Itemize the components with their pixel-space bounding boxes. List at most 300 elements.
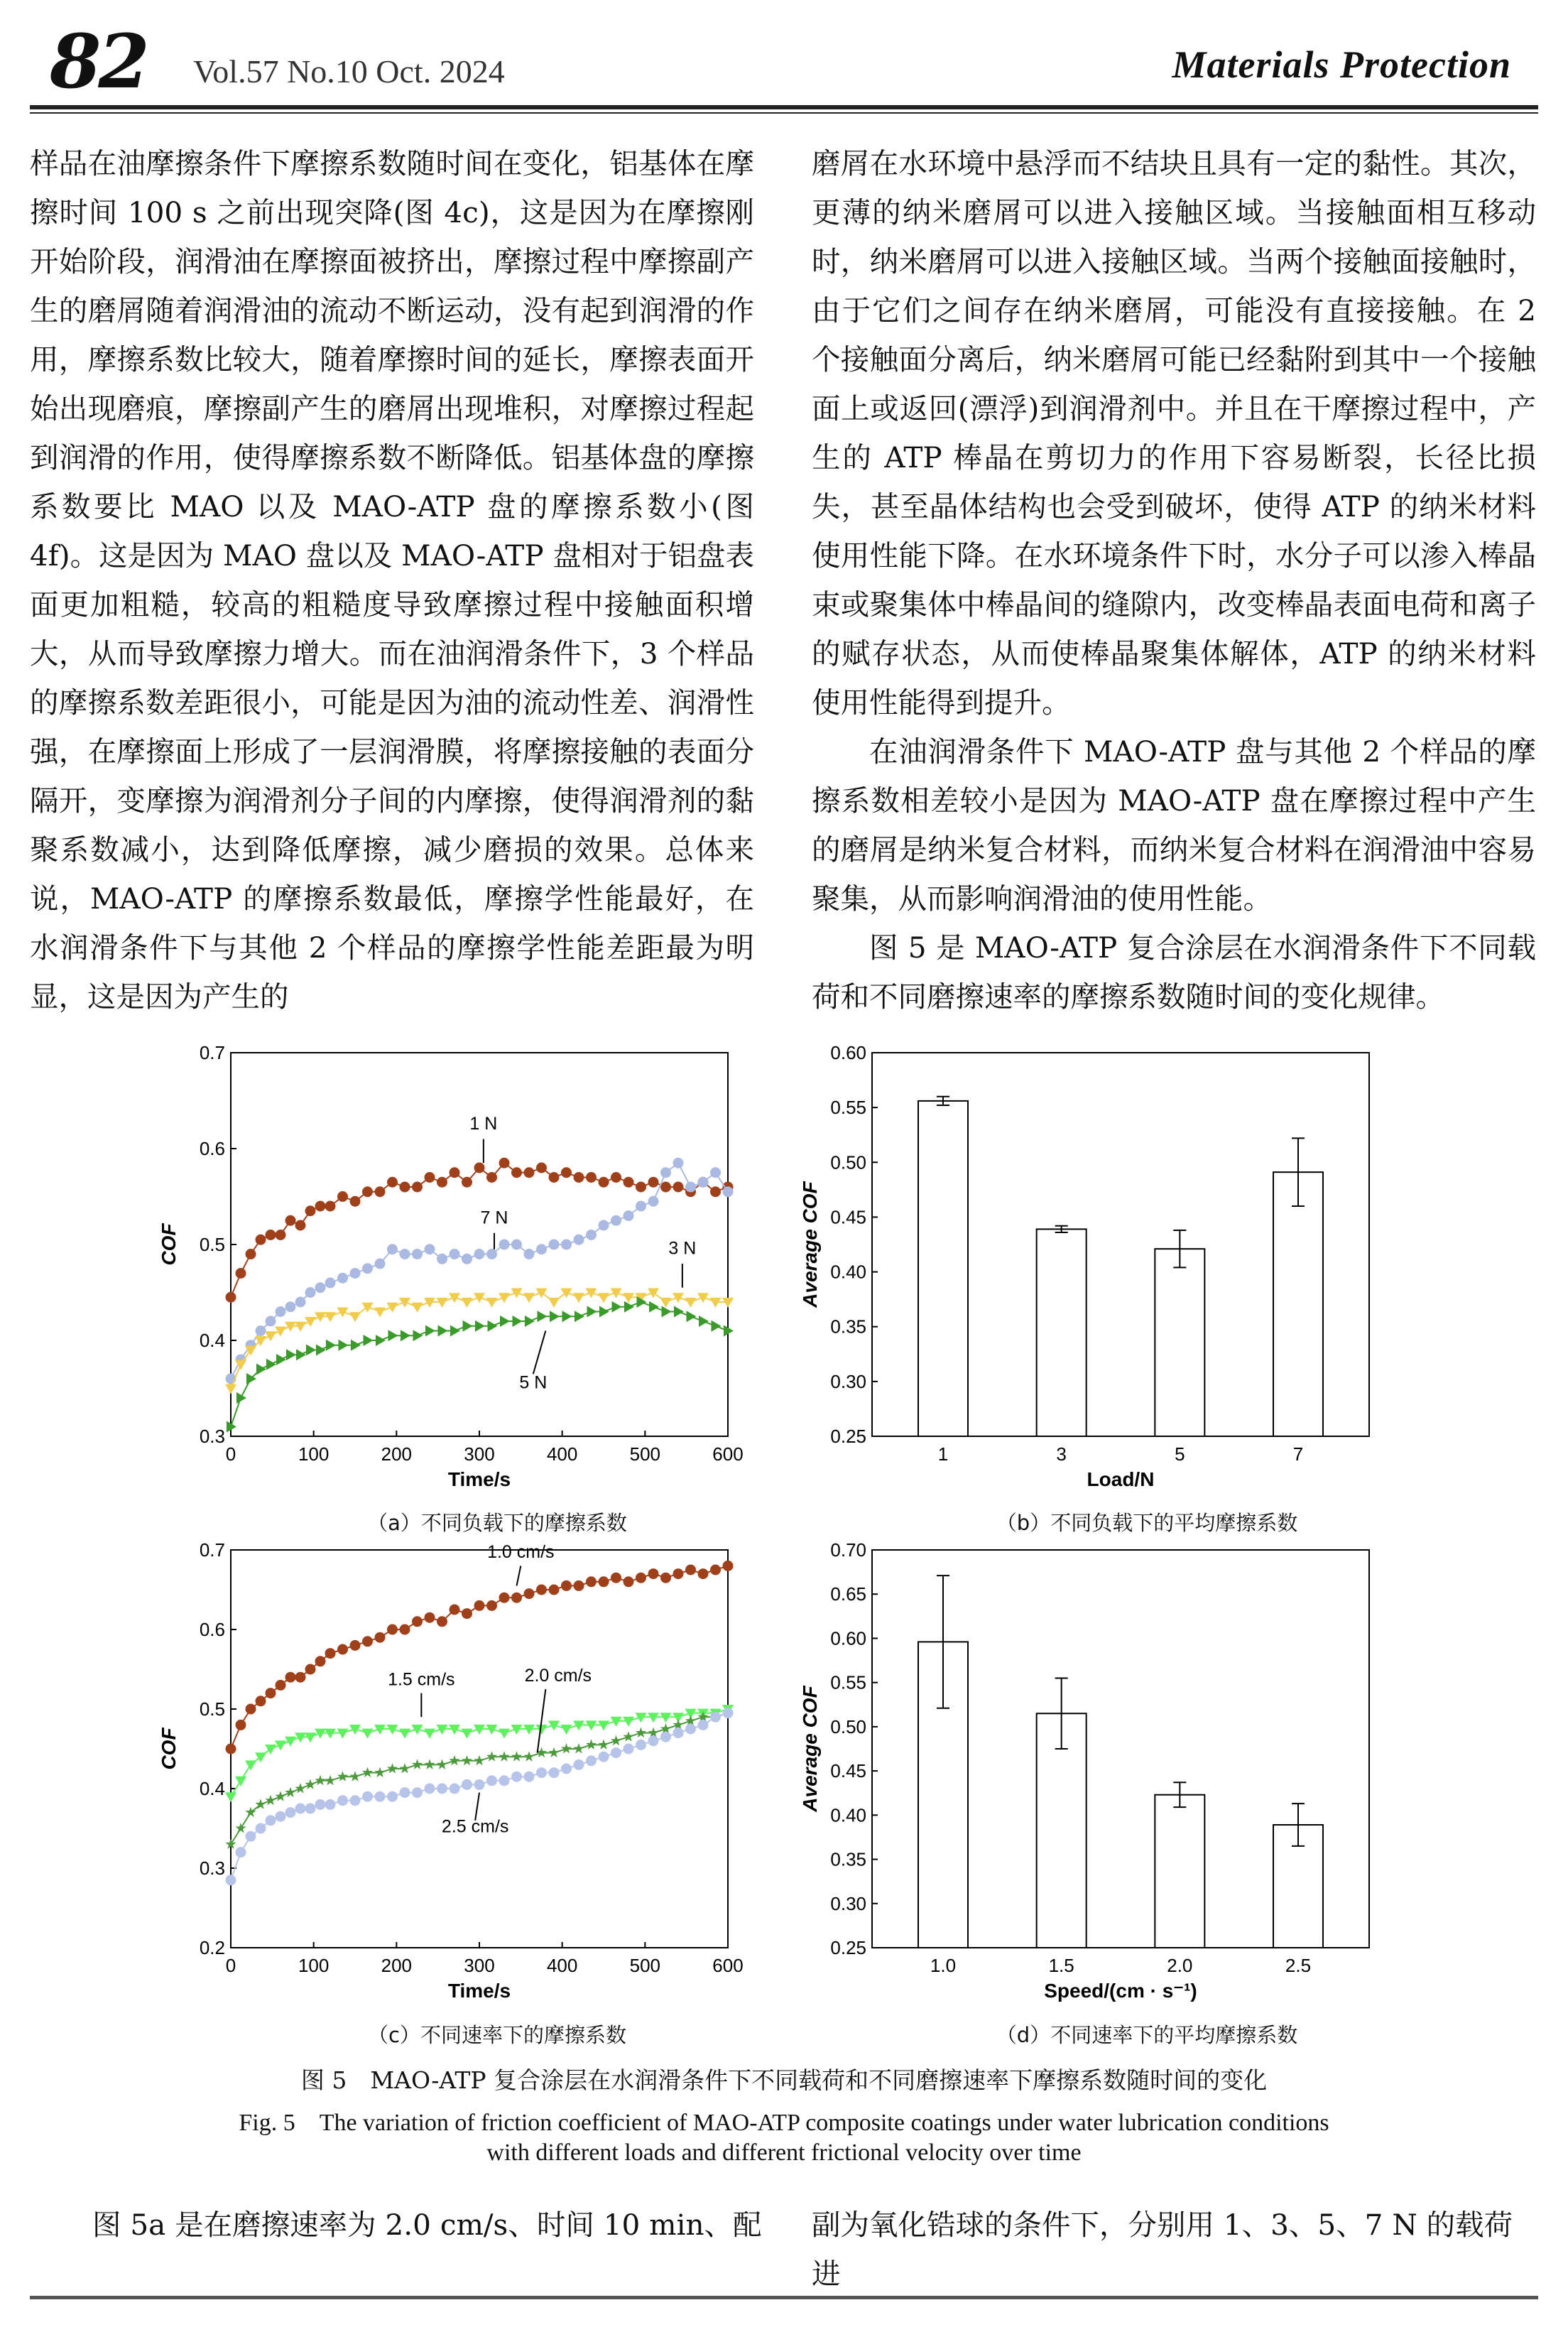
data-point	[437, 1254, 447, 1264]
data-point	[474, 1779, 484, 1789]
series-label-leader	[517, 1566, 521, 1585]
data-point	[285, 1787, 295, 1797]
y-tick-label: 0.6	[199, 1138, 225, 1159]
y-axis-label: Average COF	[799, 1181, 821, 1308]
data-point	[235, 1777, 246, 1786]
data-point	[388, 1625, 398, 1634]
y-tick-label: 0.5	[199, 1234, 225, 1255]
plot-frame	[231, 1053, 728, 1436]
data-point	[266, 1359, 276, 1370]
x-tick-label: 100	[298, 1955, 330, 1976]
data-point	[425, 1173, 435, 1183]
data-point	[599, 1306, 609, 1318]
y-tick-label: 0.60	[830, 1627, 866, 1649]
data-point	[687, 1311, 697, 1322]
data-point	[246, 1704, 256, 1714]
data-point	[523, 1293, 535, 1303]
y-axis-label: COF	[158, 1728, 180, 1770]
data-point	[265, 1795, 276, 1805]
data-point	[236, 1269, 246, 1279]
data-point	[276, 1680, 285, 1690]
data-point	[256, 1326, 266, 1336]
data-point	[711, 1565, 721, 1575]
series-label: 2.5 cm/s	[441, 1816, 509, 1837]
data-point	[487, 1776, 497, 1786]
data-point	[266, 1816, 276, 1826]
data-point	[256, 1696, 266, 1706]
data-point	[246, 1249, 256, 1259]
data-point	[611, 1573, 621, 1583]
data-point	[437, 1784, 447, 1794]
x-tick-label: 600	[712, 1443, 744, 1465]
data-point	[425, 1325, 435, 1337]
data-point	[325, 1729, 336, 1739]
data-point	[673, 1158, 683, 1168]
data-point	[612, 1301, 622, 1313]
x-axis-label: Time/s	[447, 1468, 511, 1490]
data-point	[305, 1779, 315, 1789]
data-point	[246, 1831, 256, 1841]
page-number: 82	[50, 18, 147, 105]
data-point	[685, 1298, 697, 1308]
data-point	[285, 1737, 296, 1747]
data-point	[562, 1311, 572, 1322]
series-label: 7 N	[480, 1208, 508, 1228]
data-point	[325, 1201, 335, 1211]
data-point	[599, 1220, 609, 1230]
data-point	[697, 1293, 709, 1303]
data-point	[265, 1745, 276, 1755]
data-point	[474, 1163, 484, 1173]
data-point	[636, 1740, 646, 1750]
data-point	[537, 1768, 547, 1778]
data-point	[437, 1177, 447, 1187]
data-point	[256, 1235, 266, 1244]
x-axis-label: Time/s	[447, 1980, 511, 2002]
y-tick-label: 0.35	[830, 1848, 866, 1870]
data-point	[413, 1788, 423, 1798]
data-point	[388, 1177, 398, 1187]
y-tick-label: 0.4	[199, 1778, 225, 1799]
data-point	[537, 1585, 547, 1595]
data-point	[648, 1569, 658, 1579]
x-tick-label: 1.0	[930, 1955, 957, 1976]
left-column	[30, 139, 754, 1021]
y-tick-label: 0.5	[199, 1698, 225, 1720]
data-point	[425, 1784, 435, 1794]
bottom-right-text: 副为氧化锆球的条件下，分别用 1、3、5、7 N 的载荷进	[812, 2208, 1513, 2291]
x-tick-label: 100	[298, 1443, 330, 1465]
data-point	[338, 1273, 348, 1283]
data-point	[315, 1729, 326, 1739]
data-point	[698, 1569, 708, 1579]
series-line-7-N	[231, 1163, 728, 1379]
figure-caption-en-2: with different loads and different frictional velocity over time	[486, 2140, 1082, 2166]
data-point	[351, 1340, 361, 1351]
data-point	[326, 1340, 336, 1351]
data-point	[413, 1182, 423, 1192]
x-tick-label: 300	[464, 1443, 495, 1465]
data-point	[412, 1303, 423, 1313]
y-tick-label: 0.25	[830, 1937, 866, 1958]
data-point	[587, 1306, 597, 1318]
data-point	[236, 1392, 246, 1404]
chart-d-average-cof-speeds	[788, 1534, 1413, 2032]
data-point	[662, 1306, 672, 1318]
data-point	[338, 1796, 348, 1806]
data-point	[474, 1249, 484, 1259]
data-point	[245, 1807, 256, 1817]
data-point	[400, 1625, 410, 1634]
right-column	[812, 139, 1536, 1021]
y-tick-label: 0.7	[199, 1539, 225, 1561]
data-point	[363, 1791, 373, 1801]
x-tick-label: 500	[629, 1955, 661, 1976]
data-point	[295, 1804, 305, 1813]
x-tick-label: 400	[546, 1443, 578, 1465]
data-point	[673, 1182, 683, 1192]
series-label-leader	[538, 1689, 546, 1753]
data-point	[474, 1293, 485, 1303]
y-tick-label: 0.2	[199, 1937, 225, 1958]
data-point	[350, 1196, 360, 1206]
data-point	[511, 1289, 523, 1298]
x-axis-label: Speed/(cm · s⁻¹)	[1044, 1980, 1197, 2002]
data-point	[276, 1230, 285, 1240]
header-rule-thin	[30, 112, 1538, 114]
x-tick-label: 0	[225, 1955, 236, 1976]
bar-5	[1155, 1249, 1204, 1436]
data-point	[374, 1308, 386, 1318]
data-point	[462, 1177, 472, 1187]
data-point	[325, 1799, 335, 1809]
data-point	[256, 1364, 266, 1375]
data-point	[399, 1298, 410, 1308]
data-point	[305, 1664, 315, 1674]
data-point	[325, 1649, 335, 1659]
data-point	[587, 1173, 597, 1183]
data-point	[573, 1293, 584, 1303]
data-point	[636, 1573, 646, 1583]
figure-caption-en-1: Fig. 5 The variation of friction coefficient of MAO-ATP composite coatings under water lubrication conditions	[239, 2110, 1329, 2136]
data-point	[699, 1316, 709, 1327]
data-point	[362, 1303, 374, 1313]
data-point	[525, 1316, 535, 1327]
data-point	[512, 1593, 522, 1602]
data-point	[438, 1325, 448, 1337]
data-point	[462, 1729, 473, 1739]
x-tick-label: 7	[1292, 1443, 1304, 1465]
data-point	[574, 1580, 584, 1590]
data-point	[499, 1293, 510, 1303]
data-point	[256, 1823, 266, 1833]
series-label: 3 N	[668, 1238, 697, 1259]
data-point	[512, 1240, 522, 1249]
x-tick-label: 3	[1056, 1443, 1067, 1465]
data-point	[561, 1289, 572, 1298]
data-point	[286, 1349, 296, 1360]
y-tick-label: 0.3	[199, 1426, 225, 1447]
data-point	[413, 1330, 423, 1341]
data-point	[413, 1249, 423, 1259]
data-point	[524, 1589, 534, 1599]
data-point	[686, 1182, 696, 1192]
data-point	[548, 1298, 560, 1308]
data-point	[538, 1311, 548, 1322]
series-label: 1.0 cm/s	[487, 1542, 555, 1563]
data-point	[296, 1349, 306, 1360]
chart-c-cof-vs-time-speeds	[149, 1534, 774, 2032]
data-point	[712, 1320, 722, 1332]
data-point	[276, 1811, 285, 1821]
data-point	[673, 1569, 683, 1579]
data-point	[350, 1640, 360, 1650]
y-tick-label: 0.40	[830, 1804, 866, 1826]
x-tick-label: 200	[381, 1443, 413, 1465]
y-tick-label: 0.60	[830, 1042, 866, 1063]
data-point	[315, 1656, 325, 1666]
data-point	[450, 1605, 459, 1615]
data-point	[698, 1177, 708, 1187]
data-point	[339, 1340, 349, 1351]
series-label-leader	[533, 1331, 546, 1374]
data-point	[624, 1577, 633, 1587]
data-point	[624, 1744, 633, 1754]
series-label: 2.0 cm/s	[524, 1665, 592, 1686]
data-point	[226, 1292, 236, 1302]
data-point	[500, 1316, 510, 1327]
data-point	[487, 1249, 497, 1259]
data-point	[388, 1330, 398, 1341]
data-point	[235, 1823, 246, 1833]
data-point	[475, 1320, 485, 1332]
y-tick-label: 0.7	[199, 1042, 225, 1063]
data-point	[388, 1244, 398, 1254]
data-point	[376, 1335, 386, 1346]
y-tick-label: 0.50	[830, 1151, 866, 1173]
data-point	[486, 1298, 498, 1308]
data-point	[364, 1335, 374, 1346]
data-point	[611, 1215, 621, 1225]
data-point	[226, 1875, 236, 1885]
data-point	[449, 1293, 460, 1303]
data-point	[549, 1240, 559, 1249]
x-axis-label: Load/N	[1087, 1468, 1155, 1490]
x-tick-label: 1	[937, 1443, 949, 1465]
data-point	[275, 1791, 285, 1801]
data-point	[624, 1177, 633, 1187]
data-point	[562, 1240, 572, 1249]
caption-a: （a）不同负载下的摩擦系数	[367, 1511, 627, 1535]
journal-title: Materials Protection	[1172, 43, 1511, 86]
x-tick-label: 2.0	[1167, 1955, 1193, 1976]
data-point	[363, 1187, 373, 1197]
series-label: 1.5 cm/s	[388, 1669, 455, 1690]
data-point	[587, 1577, 597, 1587]
data-point	[305, 1804, 315, 1813]
series-label: 5 N	[519, 1372, 548, 1393]
y-tick-label: 0.25	[830, 1426, 866, 1447]
data-point	[587, 1756, 597, 1766]
data-point	[413, 1617, 423, 1627]
data-point	[673, 1728, 683, 1738]
data-point	[711, 1168, 721, 1178]
data-point	[711, 1712, 721, 1722]
data-point	[275, 1740, 286, 1750]
x-tick-label: 600	[712, 1955, 744, 1976]
data-point	[550, 1311, 560, 1322]
data-point	[536, 1289, 548, 1298]
data-point	[487, 1173, 497, 1183]
data-point	[266, 1688, 276, 1698]
data-point	[611, 1173, 621, 1183]
chart-b-average-cof-loads	[788, 1037, 1413, 1520]
data-point	[661, 1573, 671, 1583]
data-point	[499, 1593, 509, 1602]
data-point	[488, 1320, 498, 1332]
data-point	[400, 1182, 410, 1192]
data-point	[561, 1725, 572, 1735]
data-point	[462, 1254, 472, 1264]
data-point	[375, 1259, 385, 1269]
data-point	[450, 1325, 460, 1337]
data-point	[649, 1301, 659, 1313]
data-point	[362, 1729, 374, 1739]
data-point	[462, 1298, 473, 1308]
data-point	[623, 1717, 634, 1727]
data-point	[315, 1201, 325, 1211]
data-point	[575, 1311, 584, 1322]
y-tick-label: 0.50	[830, 1715, 866, 1737]
y-tick-label: 0.40	[830, 1261, 866, 1283]
y-tick-label: 0.55	[830, 1671, 866, 1693]
data-point	[574, 1173, 584, 1183]
y-tick-label: 0.55	[830, 1097, 866, 1119]
data-point	[337, 1729, 349, 1739]
series-line-5-N	[231, 1302, 728, 1427]
data-point	[586, 1289, 597, 1298]
data-point	[276, 1307, 285, 1317]
chart-a-cof-vs-time-loads	[149, 1037, 774, 1520]
data-point	[723, 1561, 733, 1571]
data-point	[285, 1672, 295, 1682]
data-point	[316, 1345, 326, 1356]
figure-caption-cn: 图 5 MAO-ATP 复合涂层在水润滑条件下不同载荷和不同磨擦速率下摩擦系数随时间的变化	[300, 2066, 1268, 2094]
data-point	[562, 1580, 572, 1590]
x-tick-label: 0	[225, 1443, 236, 1465]
data-point	[315, 1799, 325, 1809]
left-paragraph: 样品在油摩擦条件下摩擦系数随时间在变化，铝基体在摩擦时间 100 s 之前出现突降(图 4c)，这是因为在摩擦刚开始阶段，润滑油在摩擦面被挤出，摩擦过程中摩擦副产生的磨屑随着润滑油的流动不断运动，没有起到润滑的作用，摩擦系数比较大，随着摩擦时间的延长，摩擦表面开始出现磨痕，摩擦副产生的磨屑出现堆积，对摩擦过程起到润滑的作用，使得摩擦系数不断降低。铝基体盘的摩擦系数要比 MAO 以及 MAO-ATP 盘的摩擦系数小(图 4f)。这是因为 MAO 盘以及 MAO-ATP 盘相对于铝盘表面更加粗糙，较高的粗糙度导致摩擦过程中接触面积增大，从而导致摩擦力增大。而在油润滑条件下，3 个样品的摩擦系数差距很小，可能是因为油的流动性差、润滑性强，在摩擦面上形成了一层润滑膜，将摩擦接触的表面分隔开，变摩擦为润滑剂分子间的内摩擦，使得润滑剂的黏聚系数减小，达到降低摩擦，减少磨损的效果。总体来说，MAO-ATP 的摩擦系数最低，摩擦学性能最好，在水润滑条件下与其他 2 个样品的摩擦学性能差距最为明显，这是因为产生的	[30, 146, 754, 1014]
bar-7	[1273, 1172, 1323, 1436]
data-point	[462, 1609, 472, 1619]
data-point	[587, 1230, 597, 1240]
data-point	[499, 1158, 509, 1168]
data-point	[524, 1772, 534, 1781]
data-point	[462, 1779, 472, 1789]
data-point	[537, 1163, 547, 1173]
y-tick-label: 0.70	[830, 1539, 866, 1561]
data-point	[276, 1354, 286, 1365]
data-point	[295, 1220, 305, 1230]
right-paragraph-2: 在油润滑条件下 MAO-ATP 盘与其他 2 个样品的摩擦系数相差较小是因为 MAO-ATP 盘在摩擦过程中产生的磨屑是纳米复合材料，而纳米复合材料在润滑油中容易聚集，从而影响润滑油的使用性能。	[812, 734, 1536, 916]
data-point	[399, 1729, 410, 1739]
data-point	[624, 1211, 633, 1221]
footer-rule	[30, 2296, 1538, 2299]
series-label: 1 N	[469, 1114, 498, 1134]
data-point	[648, 1196, 658, 1206]
data-point	[512, 1772, 522, 1781]
data-point	[499, 1729, 510, 1739]
x-tick-label: 500	[629, 1443, 661, 1465]
data-point	[549, 1585, 559, 1595]
x-tick-label: 1.5	[1048, 1955, 1074, 1976]
data-point	[686, 1724, 696, 1734]
data-point	[325, 1278, 335, 1288]
data-point	[236, 1848, 246, 1858]
y-axis-label: COF	[158, 1223, 180, 1266]
data-point	[375, 1791, 385, 1801]
data-point	[255, 1752, 266, 1762]
data-point	[524, 1168, 534, 1178]
data-point	[266, 1316, 276, 1326]
y-tick-label: 0.35	[830, 1316, 866, 1338]
data-point	[225, 1792, 236, 1802]
data-point	[562, 1764, 572, 1774]
data-point	[549, 1173, 559, 1183]
data-point	[245, 1760, 256, 1770]
y-tick-label: 0.45	[830, 1206, 866, 1228]
data-point	[611, 1289, 622, 1298]
data-point	[549, 1768, 559, 1778]
data-point	[337, 1308, 349, 1318]
bar-1	[918, 1101, 968, 1436]
data-point	[305, 1317, 316, 1327]
data-point	[338, 1644, 348, 1654]
caption-c: （c）不同速率下的摩擦系数	[368, 2023, 626, 2047]
data-point	[424, 1729, 435, 1739]
data-point	[648, 1289, 659, 1298]
data-point	[636, 1182, 646, 1192]
data-point	[499, 1776, 509, 1786]
data-point	[487, 1600, 497, 1610]
y-tick-label: 0.6	[199, 1619, 225, 1640]
data-point	[275, 1327, 286, 1337]
data-point	[400, 1788, 410, 1798]
data-point	[315, 1283, 325, 1293]
y-axis-label: Average COF	[799, 1686, 821, 1812]
data-point	[306, 1345, 316, 1356]
data-point	[400, 1249, 410, 1259]
data-point	[387, 1303, 398, 1313]
data-point	[350, 1796, 360, 1806]
data-point	[425, 1612, 435, 1622]
data-point	[305, 1288, 315, 1298]
data-point	[661, 1182, 671, 1192]
data-point	[513, 1316, 523, 1327]
data-point	[512, 1168, 522, 1178]
data-point	[686, 1565, 696, 1575]
data-point	[450, 1249, 459, 1259]
bar-3	[1037, 1229, 1087, 1436]
data-point	[388, 1791, 398, 1801]
y-tick-label: 0.4	[199, 1330, 225, 1351]
x-tick-label: 5	[1175, 1443, 1185, 1465]
data-point	[265, 1331, 276, 1341]
right-paragraph-3: 图 5 是 MAO-ATP 复合涂层在水润滑条件下不同载荷和不同磨擦速率的摩擦系数随时间的变化规律。	[812, 931, 1536, 1014]
data-point	[698, 1720, 708, 1730]
data-point	[648, 1177, 658, 1187]
data-point	[375, 1187, 385, 1197]
